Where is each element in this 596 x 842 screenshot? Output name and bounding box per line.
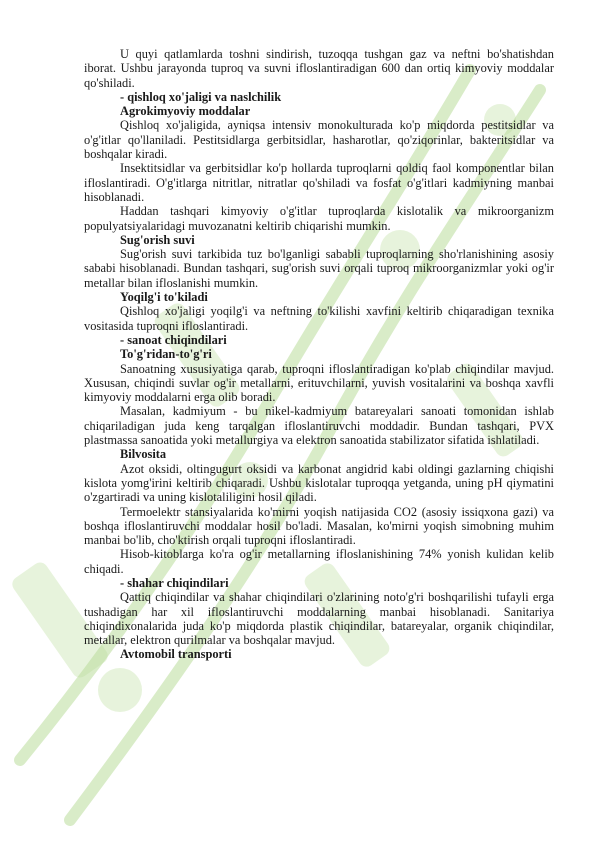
section-heading: Sug'orish suvi: [120, 232, 195, 247]
section-heading: - sanoat chiqindilari: [120, 332, 227, 347]
paragraph: Hisob-kitoblarga ko'ra og'ir metallarning ifloslanishining 74% yonish kulidan kelib chiqadi.: [84, 547, 554, 576]
paragraph: Haddan tashqari kimyoviy o'g'itlar tuproqlarda kislotalik va mikroorganizm populyatsiyalaridagi muvozanatni keltirib chiqarishi mumkin.: [84, 204, 554, 233]
document-body: [84, 47, 554, 662]
paragraph: Azot oksidi, oltingugurt oksidi va karbonat angidrid kabi oldingi gazlarning chiqishi kislota yomg'irini keltirib chiqaradi. Ushbu kislotalar tuproqqa yetganda, uning pH qiymatini o'zgartiradi va uning kislotaliligini hosil qiladi.: [84, 461, 554, 505]
paragraph: Masalan, kadmiyum - bu nikel-kadmiyum batareyalari sanoati tomonidan ishlab chiqariladigan juda keng tarqalgan ifloslantiruvchi moddadir. Bundan tashqari, PVX plastmassa sanoatida yoki metallurgiya va elektron sanoatida stabilizator sifatida ishlatiladi.: [84, 404, 554, 448]
section-heading: Agrokimyoviy moddalar: [120, 104, 251, 119]
paragraph: Qishloq xo'jaligi yoqilg'i va neftning to'kilishi xavfini keltirib chiqaradigan texnika vositasida tuproqni ifloslantiradi.: [84, 304, 554, 333]
paragraph: Qattiq chiqindilar va shahar chiqindilari o'zlarining noto'g'ri boshqarilishi tufayli erga tushadigan har xil ifloslantiruvchi moddalarning manbai hisoblanadi. Sanitariya chiqindixonalarida juda ko'p miqdorda plastik chiqindilar, batareyalar, organik chiqindilar, metallar, elektron qurilmalar va boshqalar mavjud.: [84, 590, 554, 648]
paragraph: Sanoatning xususiyatiga qarab, tuproqni ifloslantiradigan ko'plab chiqindilar mavjud. Xususan, chiqindi suvlar og'ir metallarni, erituvchilarni, yuvish vositalarini va boshqa xavfli kimyoviy moddalarni erga olib boradi.: [84, 361, 554, 405]
paragraph: Insektitsidlar va gerbitsidlar ko'p hollarda tuproqlarni qoldiq faol komponentlar bilan ifloslantiradi. O'g'itlarga nitritlar, nitratlar qo'shiladi va fosfat o'g'itlari kadmiyning manbai hisoblanadi.: [84, 161, 554, 204]
paragraph: U quyi qatlamlarda toshni sindirish, tuzoqqa tushgan gaz va neftni bo'shatishdan iborat. Ushbu jarayonda tuproq va suvni ifloslantiradigan 600 dan ortiq kimyoviy moddalar qo'shiladi.: [84, 47, 554, 90]
paragraph: Termoelektr stansiyalarida ko'mirni yoqish natijasida CO2 (asosiy issiqxona gazi) va boshqa ifloslantiruvchi moddalar hosil bo'ladi. Masalan, ko'mirni yoqish simobning muhim manbai bo'lib, cho'ktirish orqali tuproqni ifloslantiradi.: [84, 504, 554, 548]
section-heading: - qishloq xo'jaligi va naslchilik: [120, 89, 282, 104]
section-heading: To'g'ridan-to'g'ri: [120, 347, 212, 362]
section-heading: Avtomobil transporti: [120, 647, 232, 662]
section-heading: Bilvosita: [120, 447, 167, 462]
section-heading: Yoqilg'i to'kiladi: [120, 290, 208, 305]
section-heading: - shahar chiqindilari: [120, 575, 229, 590]
paragraph: Qishloq xo'jaligida, ayniqsa intensiv monokulturada ko'p miqdorda pestitsidlar va o'g'itlar qo'llaniladi. Pestitsidlarga gerbitsidlar, hasharotlar, qo'ziqorinlar, bakteritsidlar va boshqalar kiradi.: [84, 118, 554, 162]
paragraph: Sug'orish suvi tarkibida tuz bo'lganligi sababli tuproqlarning sho'rlanishining asosiy sababi hisoblanadi. Bundan tashqari, sug'orish suvi orqali tuproq mikroorganizmlar yoki og'ir metallar bilan ifloslanishi mumkin.: [84, 247, 554, 290]
